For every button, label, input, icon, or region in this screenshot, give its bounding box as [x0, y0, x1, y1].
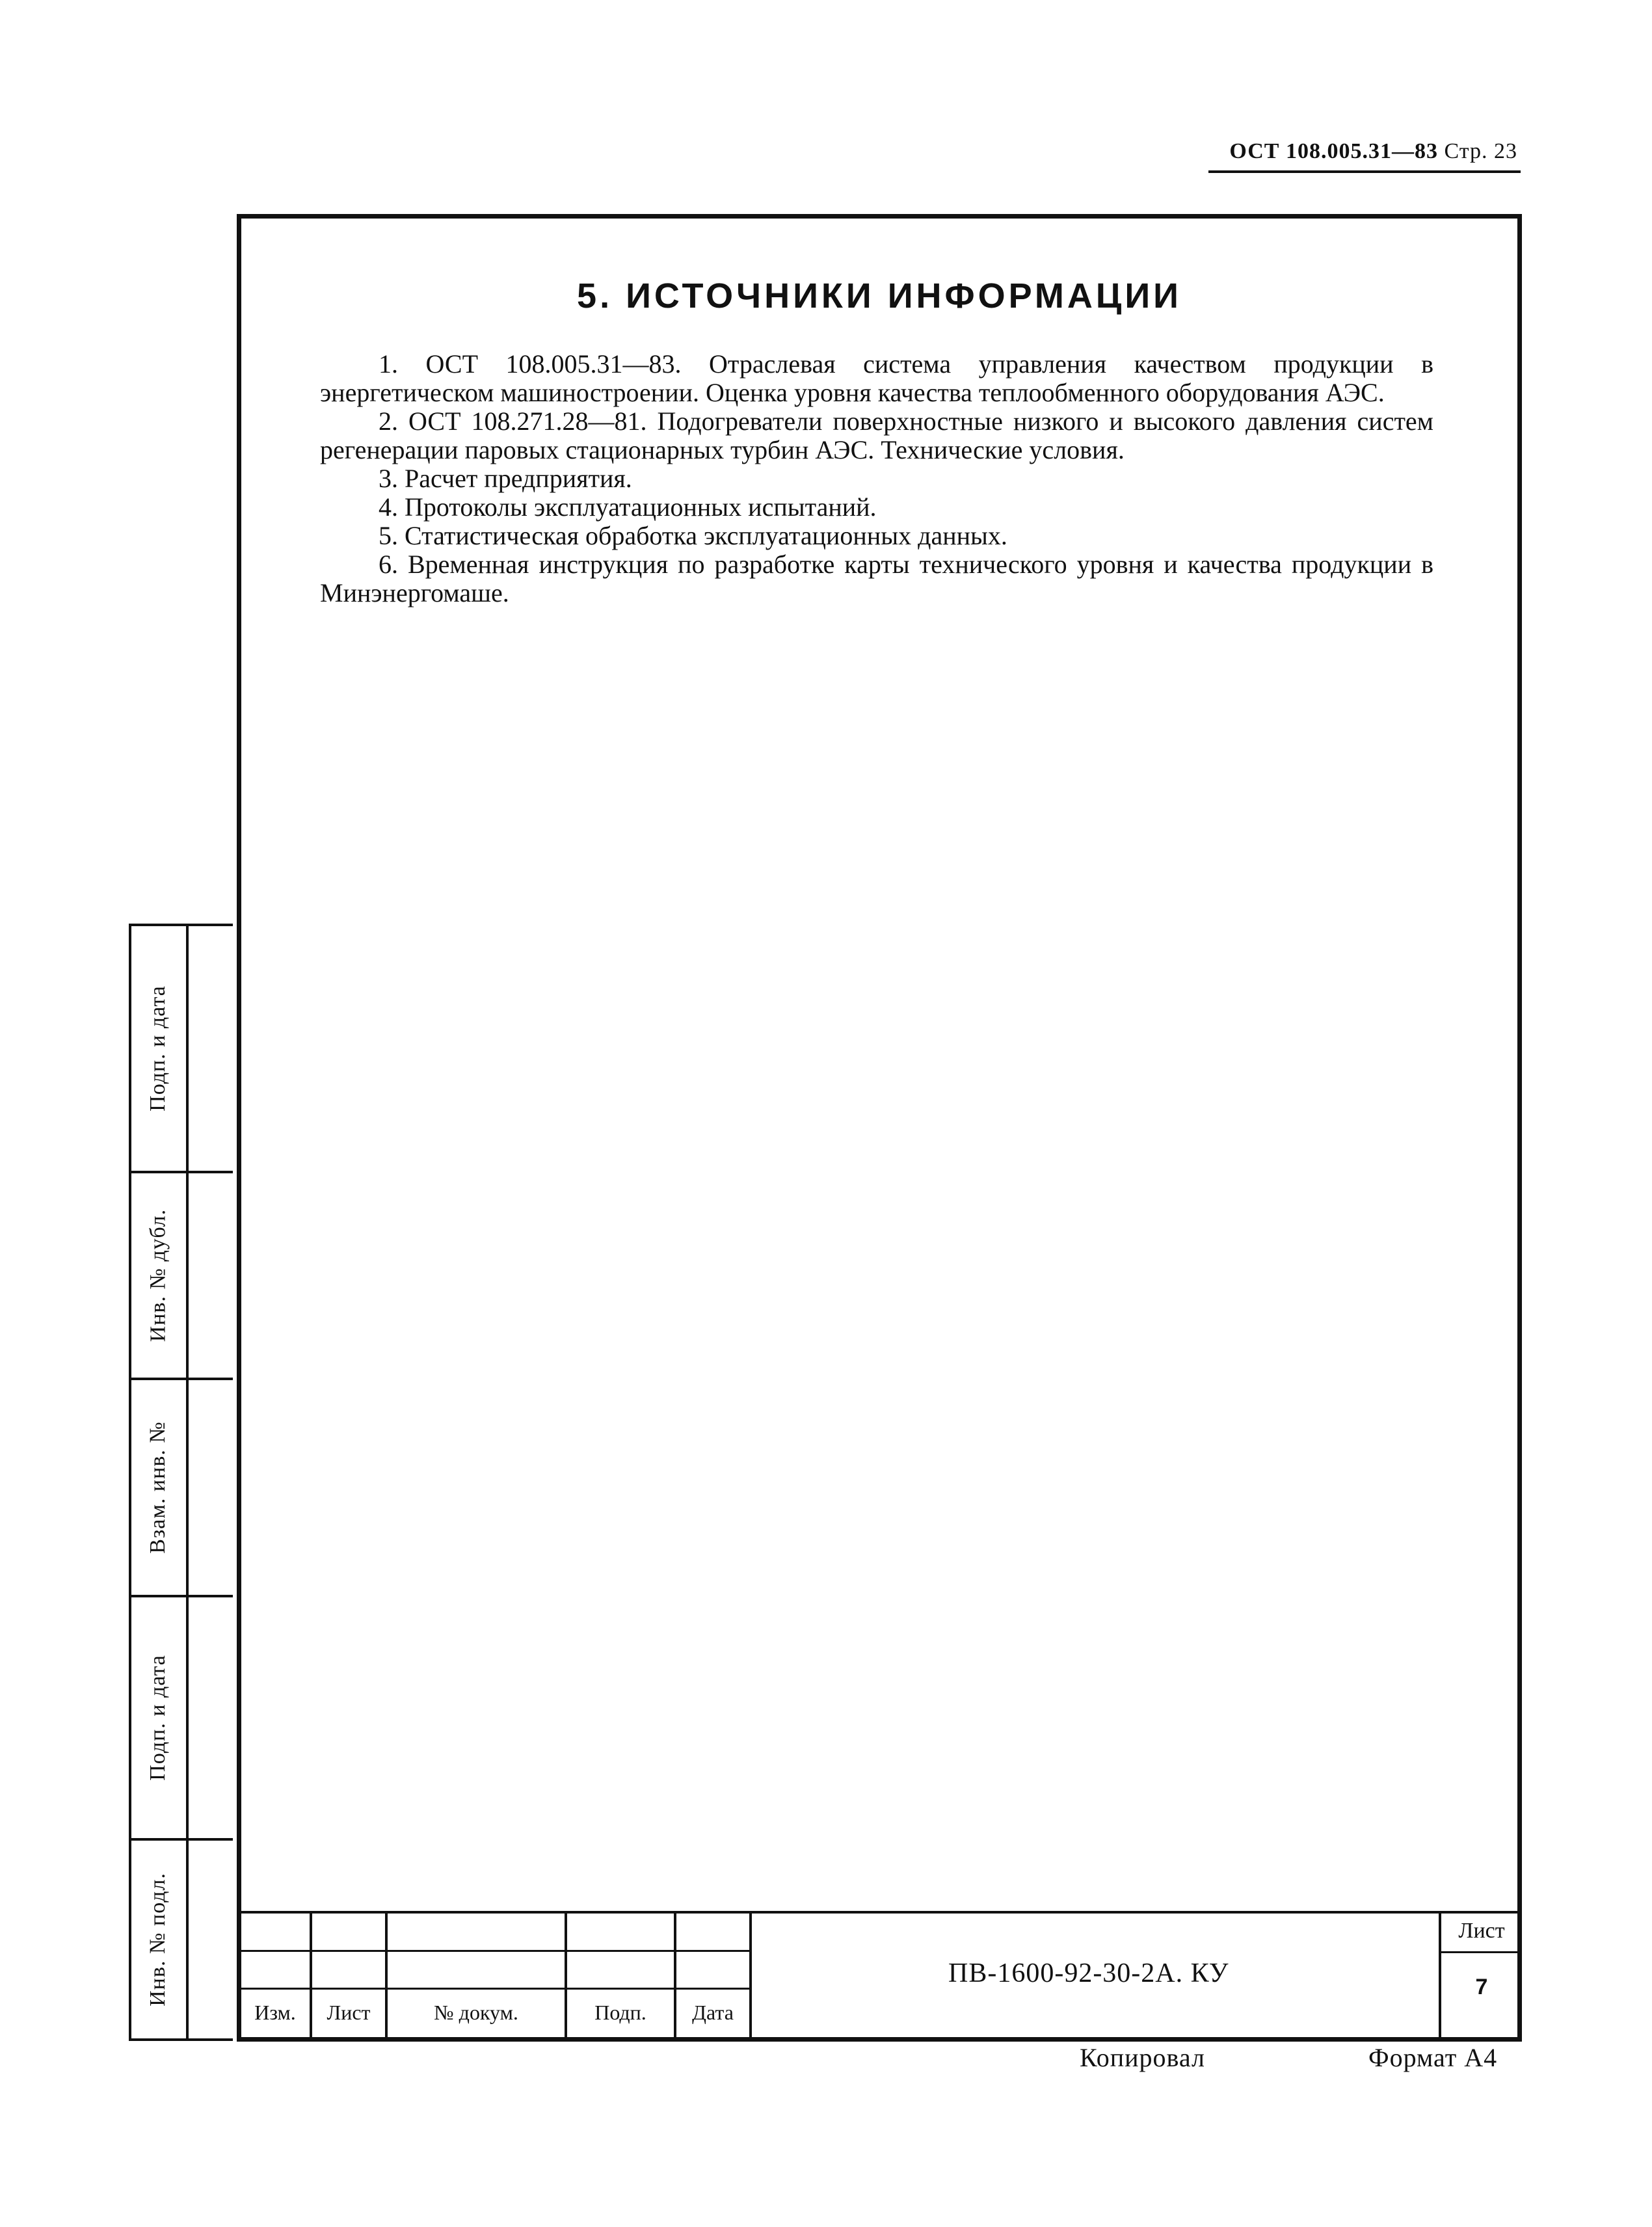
sheet-label: Лист — [1458, 1919, 1505, 1943]
side-stamp-bottom-line — [129, 2038, 233, 2041]
footer-copied: Копировал — [1080, 2043, 1205, 2072]
title-block-top-line — [237, 1911, 1522, 1914]
title-block-col-line — [749, 1912, 752, 2040]
source-item-3: 3. Расчет предприятия. — [379, 464, 632, 493]
side-label-signature-date-2: Подп. и дата — [146, 1655, 170, 1781]
side-label-original-inv: Инв. № подл. — [146, 1873, 170, 2007]
col-date: Дата — [692, 2001, 734, 2024]
document-code: ПВ-1600-92-30-2А. КУ — [948, 1958, 1229, 1988]
col-doc-number: № докум. — [434, 2001, 518, 2024]
footer-format: Формат А4 — [1368, 2043, 1498, 2072]
sources-list — [320, 350, 1433, 607]
col-sheet: Лист — [326, 2001, 371, 2024]
page-header — [1229, 139, 1517, 164]
sheet-number: 7 — [1475, 1975, 1488, 1999]
section-title: 5. ИСТОЧНИКИ ИНФОРМАЦИИ — [577, 276, 1182, 315]
col-change: Изм. — [254, 2001, 296, 2024]
source-item-5: 5. Статистическая обработка эксплуатационных данных. — [379, 521, 1007, 550]
page-number: Стр. 23 — [1444, 139, 1517, 163]
source-item-2: 2. ОСТ 108.271.28—81. Подогреватели поверхностные низкого и высокого давления систем регенерации паровых стационарных турбин АЭС. Технические условия. — [320, 407, 1433, 464]
source-item-6: 6. Временная инструкция по разработке карты технического уровня и качества продукции в Минэнергомаше. — [320, 550, 1433, 607]
side-label-replacement-inv: Взам. инв. № — [146, 1421, 170, 1554]
source-item-1: 1. ОСТ 108.005.31—83. Отраслевая система управления качеством продукции в энергетическом машиностроении. Оценка уровня качества теплообменного оборудования АЭС. — [320, 349, 1433, 407]
side-stamp-inner-edge — [186, 924, 189, 2041]
source-item-4: 4. Протоколы эксплуатационных испытаний. — [379, 492, 877, 522]
side-label-duplicate-inv: Инв. № дубл. — [146, 1208, 170, 1342]
sheet-cell-divider — [1439, 1951, 1522, 1953]
side-label-signature-date-1: Подп. и дата — [146, 985, 170, 1112]
doc-reference: ОСТ 108.005.31—83 — [1229, 139, 1438, 163]
col-signature: Подп. — [594, 2001, 646, 2024]
header-underline — [1208, 170, 1521, 173]
